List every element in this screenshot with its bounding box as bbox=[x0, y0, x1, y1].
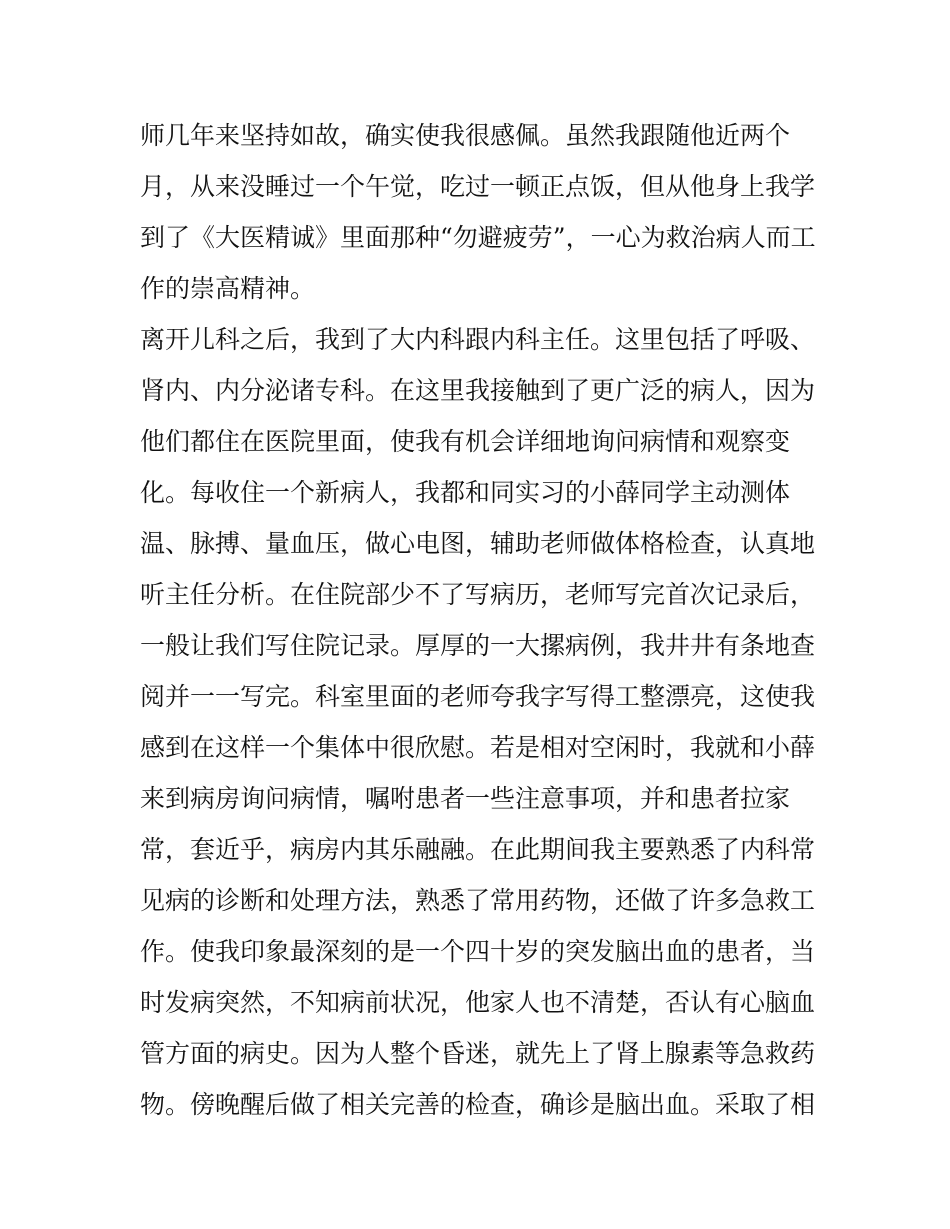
body-text bbox=[140, 110, 820, 1130]
text-line-12: 阅并一一写完。科室里面的老师夸我字写得工整漂亮，这使我 bbox=[140, 682, 816, 711]
text-line-16: 见病的诊断和处理方法，熟悉了常用药物，还做了许多急救工 bbox=[140, 886, 816, 915]
text-line-11: 一般让我们写住院记录。厚厚的一大摞病例，我井井有条地查 bbox=[140, 631, 816, 660]
text-line-8: 化。每收住一个新病人，我都和同实习的小薛同学主动测体 bbox=[140, 478, 791, 507]
text-line-15: 常，套近乎，病房内其乐融融。在此期间我主要熟悉了内科常 bbox=[140, 835, 816, 864]
text-line-4: 作的崇高精神。 bbox=[140, 274, 316, 303]
text-line-1: 师几年来坚持如故，确实使我很感佩。虽然我跟随他近两个 bbox=[140, 121, 791, 150]
text-line-9: 温、脉搏、量血压，做心电图，辅助老师做体格检查，认真地 bbox=[140, 529, 816, 558]
text-line-10: 听主任分析。在住院部少不了写病历，老师写完首次记录后， bbox=[140, 580, 816, 609]
text-line-7: 他们都住在医院里面，使我有机会详细地询问病情和观察变 bbox=[140, 427, 791, 456]
text-line-18: 时发病突然，不知病前状况，他家人也不清楚，否认有心脑血 bbox=[140, 988, 816, 1017]
text-line-20: 物。傍晚醒后做了相关完善的检查，确诊是脑出血。采取了相 bbox=[140, 1090, 816, 1119]
text-line-2: 月，从来没睡过一个午觉，吃过一顿正点饭，但从他身上我学 bbox=[140, 172, 816, 201]
text-line-14: 来到病房询问病情，嘱咐患者一些注意事项，并和患者拉家 bbox=[140, 784, 791, 813]
text-line-3: 到了《大医精诚》里面那种“勿避疲劳”，一心为救治病人而工 bbox=[140, 223, 816, 252]
text-line-19: 管方面的病史。因为人整个昏迷，就先上了肾上腺素等急救药 bbox=[140, 1039, 816, 1068]
text-line-5: 离开儿科之后，我到了大内科跟内科主任。这里包括了呼吸、 bbox=[140, 325, 816, 354]
text-line-6: 肾内、内分泌诸专科。在这里我接触到了更广泛的病人，因为 bbox=[140, 376, 816, 405]
text-line-13: 感到在这样一个集体中很欣慰。若是相对空闲时，我就和小薛 bbox=[140, 733, 816, 762]
text-line-17: 作。使我印象最深刻的是一个四十岁的突发脑出血的患者，当 bbox=[140, 937, 816, 966]
